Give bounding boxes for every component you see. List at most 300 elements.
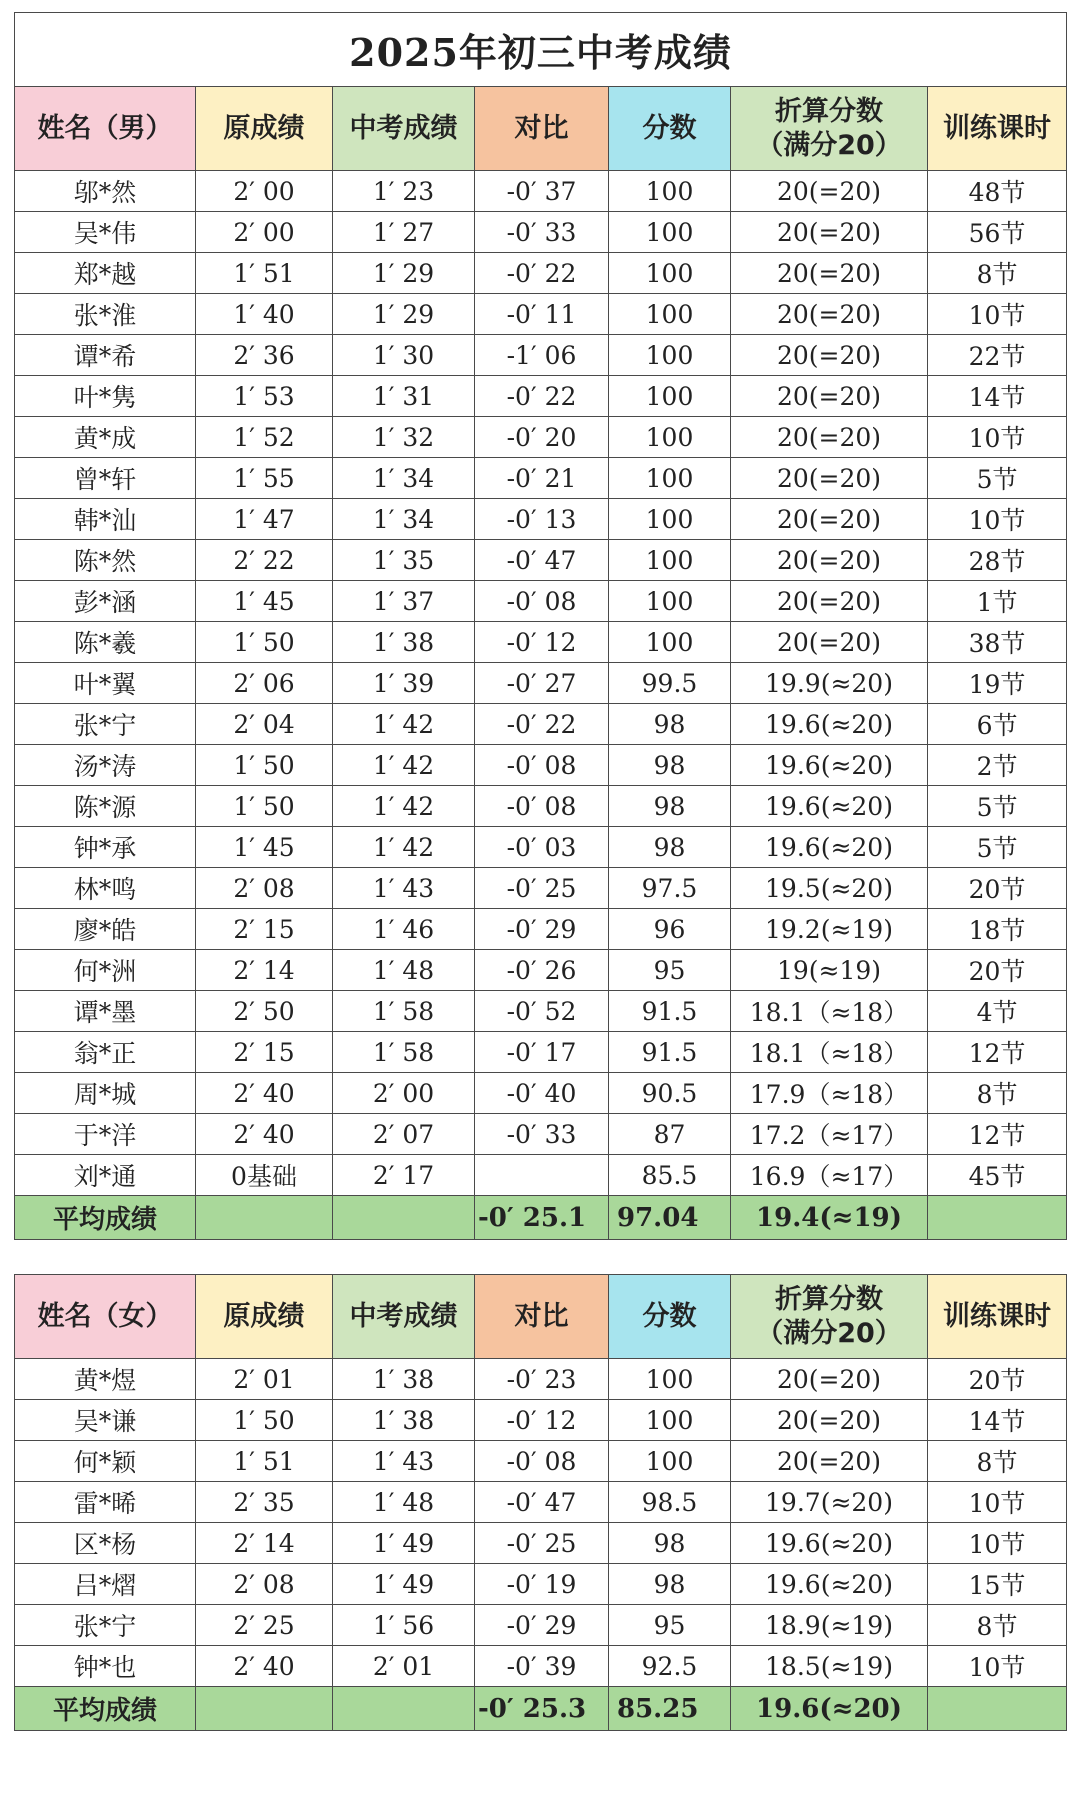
original-time-cell: 1′ 50 (196, 786, 333, 827)
score-cell: 87 (609, 1114, 731, 1155)
time-difference-cell: -0′ 52 (475, 991, 609, 1032)
exam-time-cell: 1′ 58 (333, 1032, 475, 1073)
student-name-cell: 周*城 (15, 1073, 196, 1114)
time-difference-cell: -0′ 08 (475, 581, 609, 622)
header-compare: 对比 (475, 87, 609, 171)
header-converted-line2: （满分20） (756, 129, 902, 161)
converted-score-cell: 19.5(≈20) (731, 868, 928, 909)
exam-time-cell: 1′ 38 (333, 1359, 475, 1400)
table-row (15, 909, 1067, 950)
girls-average-row (15, 1687, 1067, 1731)
original-time-cell: 2′ 40 (196, 1114, 333, 1155)
exam-time-cell: 1′ 42 (333, 827, 475, 868)
time-difference-cell: -1′ 06 (475, 335, 609, 376)
average-compare: -0′ 25.3 (475, 1687, 609, 1731)
training-hours-cell: 10节 (928, 1482, 1067, 1523)
time-difference-cell: -0′ 22 (475, 253, 609, 294)
time-difference-cell: -0′ 47 (475, 540, 609, 581)
table-row (15, 212, 1067, 253)
converted-score-cell: 19.6(≈20) (731, 786, 928, 827)
training-hours-cell: 28节 (928, 540, 1067, 581)
training-hours-cell: 10节 (928, 417, 1067, 458)
score-cell: 100 (609, 294, 731, 335)
student-name-cell: 吴*谦 (15, 1400, 196, 1441)
converted-score-cell: 19.6(≈20) (731, 745, 928, 786)
average-compare: -0′ 25.1 (475, 1196, 609, 1240)
student-name-cell: 黄*煜 (15, 1359, 196, 1400)
table-row (15, 1523, 1067, 1564)
table-row (15, 335, 1067, 376)
training-hours-cell: 5节 (928, 827, 1067, 868)
training-hours-cell: 19节 (928, 663, 1067, 704)
converted-score-cell: 20(=20) (731, 1400, 928, 1441)
exam-time-cell: 2′ 00 (333, 1073, 475, 1114)
exam-time-cell: 1′ 49 (333, 1564, 475, 1605)
student-name-cell: 叶*翼 (15, 663, 196, 704)
training-hours-cell: 12节 (928, 1114, 1067, 1155)
table-row (15, 622, 1067, 663)
student-name-cell: 钟*承 (15, 827, 196, 868)
training-hours-cell: 38节 (928, 622, 1067, 663)
student-name-cell: 郑*越 (15, 253, 196, 294)
exam-time-cell: 1′ 58 (333, 991, 475, 1032)
original-time-cell: 2′ 04 (196, 704, 333, 745)
student-name-cell: 刘*通 (15, 1155, 196, 1196)
converted-score-cell: 19.7(≈20) (731, 1482, 928, 1523)
student-name-cell: 钟*也 (15, 1646, 196, 1687)
converted-score-cell: 20(=20) (731, 376, 928, 417)
score-cell: 91.5 (609, 1032, 731, 1073)
score-cell: 100 (609, 171, 731, 212)
score-cell: 91.5 (609, 991, 731, 1032)
original-time-cell: 1′ 40 (196, 294, 333, 335)
converted-score-cell: 19.6(≈20) (731, 1523, 928, 1564)
score-cell: 96 (609, 909, 731, 950)
converted-score-cell: 20(=20) (731, 1441, 928, 1482)
exam-time-cell: 1′ 43 (333, 868, 475, 909)
table-row (15, 868, 1067, 909)
table-row (15, 950, 1067, 991)
table-row (15, 294, 1067, 335)
exam-time-cell: 1′ 42 (333, 704, 475, 745)
table-row (15, 745, 1067, 786)
converted-score-cell: 20(=20) (731, 212, 928, 253)
score-cell: 100 (609, 212, 731, 253)
girls-table (14, 1274, 1067, 1731)
score-cell: 100 (609, 622, 731, 663)
time-difference-cell (475, 1155, 609, 1196)
header-converted-line1: 折算分数 (775, 95, 883, 127)
training-hours-cell: 8节 (928, 253, 1067, 294)
original-time-cell: 1′ 55 (196, 458, 333, 499)
score-cell: 85.5 (609, 1155, 731, 1196)
average-score: 97.04 (609, 1196, 731, 1240)
exam-time-cell: 1′ 46 (333, 909, 475, 950)
average-label: 平均成绩 (15, 1196, 196, 1240)
original-time-cell: 2′ 40 (196, 1073, 333, 1114)
boys-rows (15, 171, 1067, 1196)
original-time-cell: 2′ 15 (196, 909, 333, 950)
score-cell: 97.5 (609, 868, 731, 909)
average-original (196, 1196, 333, 1240)
table-row (15, 1605, 1067, 1646)
converted-score-cell: 20(=20) (731, 540, 928, 581)
student-name-cell: 邬*然 (15, 171, 196, 212)
average-original (196, 1687, 333, 1731)
table-row (15, 1073, 1067, 1114)
time-difference-cell: -0′ 33 (475, 212, 609, 253)
original-time-cell: 2′ 50 (196, 991, 333, 1032)
original-time-cell: 2′ 36 (196, 335, 333, 376)
original-time-cell: 2′ 35 (196, 1482, 333, 1523)
table-row (15, 704, 1067, 745)
average-converted: 19.6(≈20) (731, 1687, 928, 1731)
table-row (15, 1564, 1067, 1605)
converted-score-cell: 20(=20) (731, 335, 928, 376)
score-cell: 95 (609, 1605, 731, 1646)
training-hours-cell: 22节 (928, 335, 1067, 376)
student-name-cell: 陈*然 (15, 540, 196, 581)
converted-score-cell: 18.1（≈18） (731, 1032, 928, 1073)
exam-time-cell: 1′ 32 (333, 417, 475, 458)
score-cell: 98.5 (609, 1482, 731, 1523)
exam-time-cell: 1′ 38 (333, 1400, 475, 1441)
original-time-cell: 1′ 50 (196, 622, 333, 663)
time-difference-cell: -0′ 29 (475, 909, 609, 950)
time-difference-cell: -0′ 25 (475, 1523, 609, 1564)
student-name-cell: 林*鸣 (15, 868, 196, 909)
student-name-cell: 汤*涛 (15, 745, 196, 786)
exam-time-cell: 1′ 34 (333, 499, 475, 540)
exam-time-cell: 1′ 35 (333, 540, 475, 581)
table-row (15, 1482, 1067, 1523)
student-name-cell: 于*洋 (15, 1114, 196, 1155)
time-difference-cell: -0′ 40 (475, 1073, 609, 1114)
student-name-cell: 曾*轩 (15, 458, 196, 499)
average-score: 85.25 (609, 1687, 731, 1731)
training-hours-cell: 5节 (928, 786, 1067, 827)
table-row (15, 1359, 1067, 1400)
score-cell: 100 (609, 581, 731, 622)
exam-time-cell: 1′ 27 (333, 212, 475, 253)
boys-average-row (15, 1196, 1067, 1240)
training-hours-cell: 20节 (928, 950, 1067, 991)
table-row (15, 1114, 1067, 1155)
sheet-title: 2025年初三中考成绩 (15, 13, 1067, 87)
training-hours-cell: 4节 (928, 991, 1067, 1032)
exam-time-cell: 2′ 17 (333, 1155, 475, 1196)
original-time-cell: 2′ 01 (196, 1359, 333, 1400)
student-name-cell: 何*颖 (15, 1441, 196, 1482)
time-difference-cell: -0′ 22 (475, 704, 609, 745)
score-cell: 90.5 (609, 1073, 731, 1114)
converted-score-cell: 19.2(≈19) (731, 909, 928, 950)
score-cell: 98 (609, 786, 731, 827)
student-name-cell: 廖*皓 (15, 909, 196, 950)
time-difference-cell: -0′ 12 (475, 1400, 609, 1441)
time-difference-cell: -0′ 22 (475, 376, 609, 417)
training-hours-cell: 15节 (928, 1564, 1067, 1605)
original-time-cell: 1′ 45 (196, 581, 333, 622)
time-difference-cell: -0′ 20 (475, 417, 609, 458)
score-cell: 98 (609, 745, 731, 786)
table-spacer (14, 1240, 1066, 1274)
score-cell: 100 (609, 335, 731, 376)
header-converted (731, 1275, 928, 1359)
header-converted-line1: 折算分数 (775, 1283, 883, 1315)
student-name-cell: 区*杨 (15, 1523, 196, 1564)
score-cell: 100 (609, 1359, 731, 1400)
student-name-cell: 陈*源 (15, 786, 196, 827)
header-hours: 训练课时 (928, 1275, 1067, 1359)
training-hours-cell: 14节 (928, 376, 1067, 417)
score-cell: 92.5 (609, 1646, 731, 1687)
converted-score-cell: 20(=20) (731, 499, 928, 540)
original-time-cell: 1′ 45 (196, 827, 333, 868)
table-row (15, 581, 1067, 622)
student-name-cell: 张*宁 (15, 1605, 196, 1646)
table-row (15, 1400, 1067, 1441)
converted-score-cell: 20(=20) (731, 294, 928, 335)
score-cell: 100 (609, 253, 731, 294)
original-time-cell: 2′ 40 (196, 1646, 333, 1687)
student-name-cell: 彭*涵 (15, 581, 196, 622)
table-row (15, 376, 1067, 417)
converted-score-cell: 20(=20) (731, 1359, 928, 1400)
time-difference-cell: -0′ 03 (475, 827, 609, 868)
student-name-cell: 何*洲 (15, 950, 196, 991)
header-hours: 训练课时 (928, 87, 1067, 171)
student-name-cell: 叶*隽 (15, 376, 196, 417)
table-row (15, 253, 1067, 294)
original-time-cell: 2′ 22 (196, 540, 333, 581)
time-difference-cell: -0′ 19 (475, 1564, 609, 1605)
converted-score-cell: 18.1（≈18） (731, 991, 928, 1032)
exam-time-cell: 1′ 30 (333, 335, 475, 376)
original-time-cell: 2′ 08 (196, 868, 333, 909)
boys-table (14, 12, 1067, 1240)
title-row (15, 13, 1067, 87)
time-difference-cell: -0′ 37 (475, 171, 609, 212)
training-hours-cell: 14节 (928, 1400, 1067, 1441)
training-hours-cell: 20节 (928, 868, 1067, 909)
original-time-cell: 2′ 25 (196, 1605, 333, 1646)
student-name-cell: 翁*正 (15, 1032, 196, 1073)
converted-score-cell: 18.5(≈19) (731, 1646, 928, 1687)
training-hours-cell: 1节 (928, 581, 1067, 622)
time-difference-cell: -0′ 33 (475, 1114, 609, 1155)
table-row (15, 540, 1067, 581)
table-row (15, 499, 1067, 540)
exam-time-cell: 1′ 31 (333, 376, 475, 417)
original-time-cell: 0基础 (196, 1155, 333, 1196)
time-difference-cell: -0′ 08 (475, 1441, 609, 1482)
original-time-cell: 1′ 51 (196, 1441, 333, 1482)
girls-header-row (15, 1275, 1067, 1359)
exam-time-cell: 1′ 56 (333, 1605, 475, 1646)
training-hours-cell: 18节 (928, 909, 1067, 950)
average-exam (333, 1687, 475, 1731)
exam-time-cell: 1′ 23 (333, 171, 475, 212)
header-name-boys: 姓名（男） (15, 87, 196, 171)
original-time-cell: 2′ 08 (196, 1564, 333, 1605)
student-name-cell: 吕*熠 (15, 1564, 196, 1605)
score-cell: 95 (609, 950, 731, 991)
exam-time-cell: 1′ 49 (333, 1523, 475, 1564)
score-cell: 100 (609, 540, 731, 581)
original-time-cell: 2′ 14 (196, 1523, 333, 1564)
training-hours-cell: 8节 (928, 1441, 1067, 1482)
converted-score-cell: 19.6(≈20) (731, 1564, 928, 1605)
time-difference-cell: -0′ 21 (475, 458, 609, 499)
converted-score-cell: 19.6(≈20) (731, 827, 928, 868)
converted-score-cell: 19.6(≈20) (731, 704, 928, 745)
header-score: 分数 (609, 1275, 731, 1359)
original-time-cell: 2′ 15 (196, 1032, 333, 1073)
table-row (15, 417, 1067, 458)
student-name-cell: 陈*羲 (15, 622, 196, 663)
time-difference-cell: -0′ 13 (475, 499, 609, 540)
converted-score-cell: 17.9（≈18） (731, 1073, 928, 1114)
training-hours-cell: 10节 (928, 499, 1067, 540)
original-time-cell: 2′ 00 (196, 171, 333, 212)
converted-score-cell: 20(=20) (731, 253, 928, 294)
time-difference-cell: -0′ 29 (475, 1605, 609, 1646)
score-cell: 100 (609, 417, 731, 458)
student-name-cell: 韩*汕 (15, 499, 196, 540)
training-hours-cell: 10节 (928, 1523, 1067, 1564)
average-hours (928, 1196, 1067, 1240)
exam-time-cell: 1′ 29 (333, 294, 475, 335)
original-time-cell: 1′ 51 (196, 253, 333, 294)
training-hours-cell: 6节 (928, 704, 1067, 745)
time-difference-cell: -0′ 25 (475, 868, 609, 909)
student-name-cell: 雷*晞 (15, 1482, 196, 1523)
header-exam: 中考成绩 (333, 1275, 475, 1359)
training-hours-cell: 2节 (928, 745, 1067, 786)
score-cell: 98 (609, 704, 731, 745)
exam-time-cell: 1′ 42 (333, 745, 475, 786)
exam-time-cell: 1′ 29 (333, 253, 475, 294)
training-hours-cell: 12节 (928, 1032, 1067, 1073)
score-cell: 98 (609, 827, 731, 868)
score-cell: 98 (609, 1523, 731, 1564)
time-difference-cell: -0′ 11 (475, 294, 609, 335)
score-sheet (14, 12, 1066, 1731)
score-cell: 100 (609, 1400, 731, 1441)
training-hours-cell: 10节 (928, 294, 1067, 335)
boys-header-row (15, 87, 1067, 171)
original-time-cell: 1′ 47 (196, 499, 333, 540)
score-cell: 99.5 (609, 663, 731, 704)
time-difference-cell: -0′ 17 (475, 1032, 609, 1073)
converted-score-cell: 20(=20) (731, 417, 928, 458)
exam-time-cell: 1′ 43 (333, 1441, 475, 1482)
original-time-cell: 2′ 00 (196, 212, 333, 253)
exam-time-cell: 1′ 39 (333, 663, 475, 704)
exam-time-cell: 1′ 48 (333, 1482, 475, 1523)
average-converted: 19.4(≈19) (731, 1196, 928, 1240)
table-row (15, 827, 1067, 868)
student-name-cell: 黄*成 (15, 417, 196, 458)
student-name-cell: 张*宁 (15, 704, 196, 745)
exam-time-cell: 1′ 34 (333, 458, 475, 499)
converted-score-cell: 18.9(≈19) (731, 1605, 928, 1646)
training-hours-cell: 56节 (928, 212, 1067, 253)
converted-score-cell: 20(=20) (731, 581, 928, 622)
table-row (15, 1646, 1067, 1687)
table-row (15, 1441, 1067, 1482)
training-hours-cell: 45节 (928, 1155, 1067, 1196)
converted-score-cell: 16.9（≈17） (731, 1155, 928, 1196)
converted-score-cell: 20(=20) (731, 622, 928, 663)
original-time-cell: 1′ 50 (196, 1400, 333, 1441)
time-difference-cell: -0′ 27 (475, 663, 609, 704)
time-difference-cell: -0′ 12 (475, 622, 609, 663)
original-time-cell: 2′ 14 (196, 950, 333, 991)
average-exam (333, 1196, 475, 1240)
converted-score-cell: 19.9(≈20) (731, 663, 928, 704)
table-row (15, 1032, 1067, 1073)
score-cell: 100 (609, 376, 731, 417)
header-name-girls: 姓名（女） (15, 1275, 196, 1359)
exam-time-cell: 1′ 48 (333, 950, 475, 991)
converted-score-cell: 17.2（≈17） (731, 1114, 928, 1155)
original-time-cell: 1′ 50 (196, 745, 333, 786)
training-hours-cell: 8节 (928, 1605, 1067, 1646)
table-row (15, 1155, 1067, 1196)
table-row (15, 171, 1067, 212)
average-label: 平均成绩 (15, 1687, 196, 1731)
table-row (15, 458, 1067, 499)
time-difference-cell: -0′ 23 (475, 1359, 609, 1400)
time-difference-cell: -0′ 39 (475, 1646, 609, 1687)
table-row (15, 786, 1067, 827)
header-exam: 中考成绩 (333, 87, 475, 171)
header-compare: 对比 (475, 1275, 609, 1359)
training-hours-cell: 5节 (928, 458, 1067, 499)
exam-time-cell: 2′ 01 (333, 1646, 475, 1687)
time-difference-cell: -0′ 08 (475, 786, 609, 827)
original-time-cell: 2′ 06 (196, 663, 333, 704)
score-cell: 100 (609, 458, 731, 499)
table-row (15, 663, 1067, 704)
student-name-cell: 张*淮 (15, 294, 196, 335)
original-time-cell: 1′ 53 (196, 376, 333, 417)
header-score: 分数 (609, 87, 731, 171)
score-cell: 100 (609, 499, 731, 540)
average-hours (928, 1687, 1067, 1731)
student-name-cell: 谭*墨 (15, 991, 196, 1032)
training-hours-cell: 20节 (928, 1359, 1067, 1400)
exam-time-cell: 1′ 38 (333, 622, 475, 663)
time-difference-cell: -0′ 26 (475, 950, 609, 991)
converted-score-cell: 20(=20) (731, 458, 928, 499)
header-original: 原成绩 (196, 1275, 333, 1359)
training-hours-cell: 8节 (928, 1073, 1067, 1114)
exam-time-cell: 1′ 37 (333, 581, 475, 622)
header-original: 原成绩 (196, 87, 333, 171)
time-difference-cell: -0′ 47 (475, 1482, 609, 1523)
converted-score-cell: 20(=20) (731, 171, 928, 212)
student-name-cell: 谭*希 (15, 335, 196, 376)
exam-time-cell: 2′ 07 (333, 1114, 475, 1155)
time-difference-cell: -0′ 08 (475, 745, 609, 786)
girls-rows (15, 1359, 1067, 1687)
table-row (15, 991, 1067, 1032)
score-cell: 98 (609, 1564, 731, 1605)
header-converted (731, 87, 928, 171)
